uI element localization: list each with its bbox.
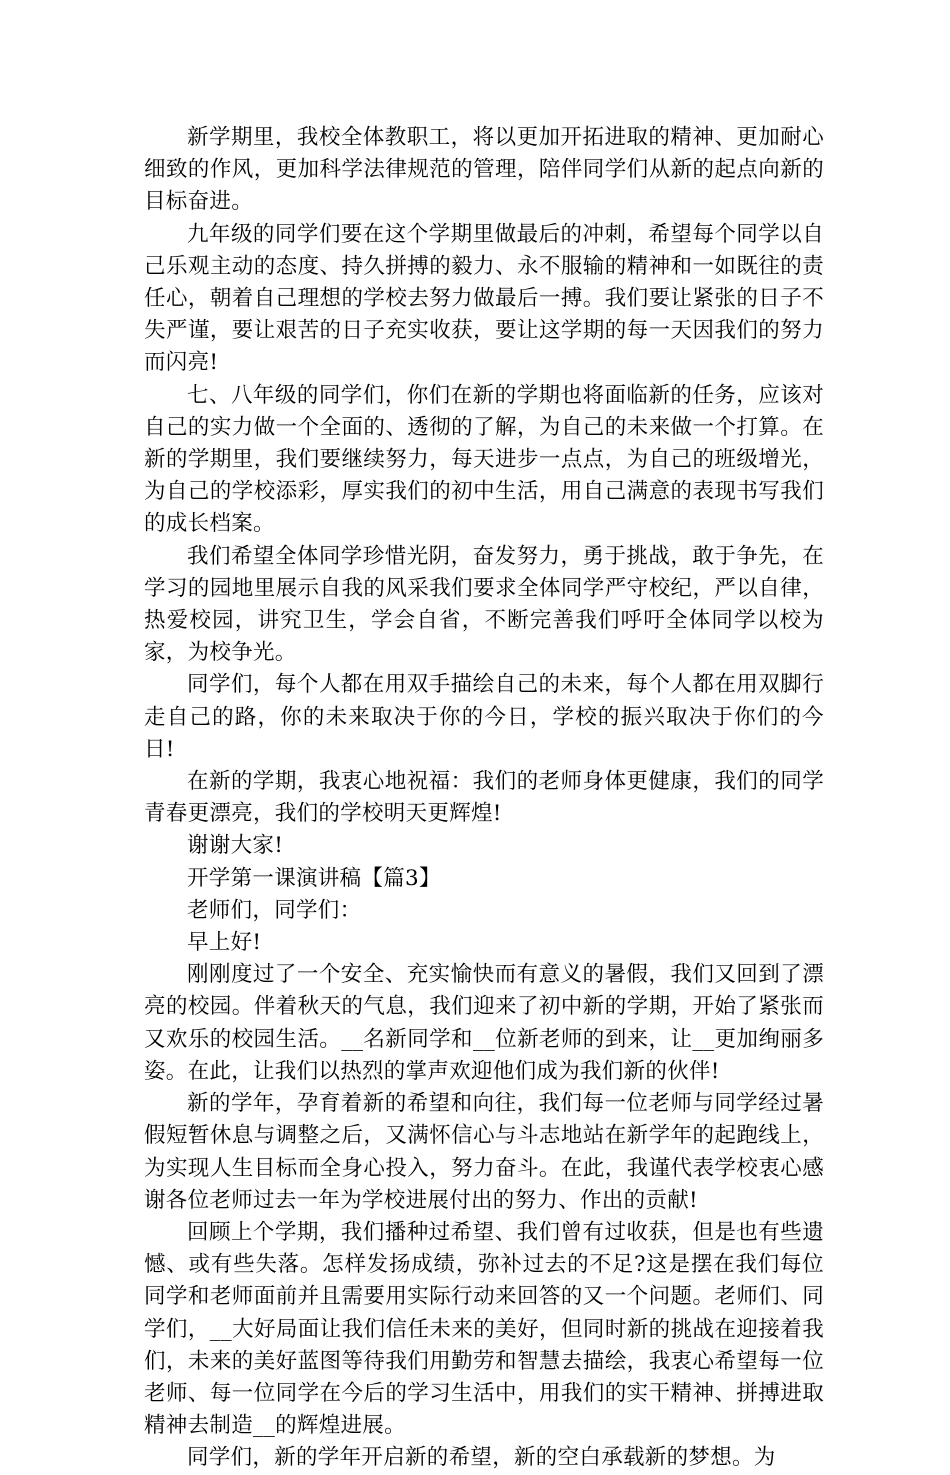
paragraph-thanks: 谢谢大家!	[187, 833, 284, 859]
paragraph-grade-nine: 九年级的同学们要在这个学期里做最后的冲刺，希望每个同学以自己乐观主动的态度、持久拼搏的毅力、永不服输的精神和一如既往的责任心，朝着自己理想的学校去努力做最后一搏。我们要让紧张的日子不失严谨，要让艰苦的日子充实收获，要让这学期的每一天因我们的努力而闪亮!	[144, 221, 824, 376]
document-body	[144, 122, 824, 1475]
paragraph-review: 回顾上个学期，我们播种过希望、我们曾有过收获，但是也有些遗憾、或有些失落。怎样发扬成绩，弥补过去的不足?这是摆在我们每位同学和老师面前并且需要用实际行动来回答的又一个问题。老师们、同学们，__大好局面让我们信任未来的美好，但同时新的挑战在迎接着我们，未来的美好蓝图等待我们用勤劳和智慧去描绘，我衷心希望每一位老师、每一位同学在今后的学习生活中，用我们的实干精神、拼搏进取精神去制造__的辉煌进展。	[144, 1219, 824, 1439]
paragraph-summer-return: 刚刚度过了一个安全、充实愉快而有意义的暑假，我们又回到了漂亮的校园。伴着秋天的气息，我们迎来了初中新的学期，开始了紧张而又欢乐的校园生活。__名新同学和__位新老师的到来，让__更加绚丽多姿。在此，让我们以热烈的掌声欢迎他们成为我们新的伙伴!	[144, 962, 824, 1084]
paragraph-new-year: 新的学年，孕育着新的希望和向往，我们每一位老师与同学经过暑假短暂休息与调整之后，又满怀信心与斗志地站在新学年的起跑线上，为实现人生目标而全身心投入，努力奋斗。在此，我谨代表学校衷心感谢各位老师过去一年为学校进展付出的努力、作出的贡献!	[144, 1091, 824, 1213]
greeting: 早上好!	[187, 930, 262, 956]
paragraph-teachers-commitment: 新学期里，我校全体教职工，将以更加开拓进取的精神、更加耐心细致的作风，更加科学法律规范的管理，陪伴同学们从新的起点向新的目标奋进。	[144, 125, 824, 215]
paragraph-future: 同学们，每个人都在用双手描绘自己的未来，每个人都在用双脚行走自己的路，你的未来取决于你的今日，学校的振兴取决于你们的今日!	[144, 672, 824, 762]
paragraph-blessing: 在新的学期，我衷心地祝福：我们的老师身体更健康，我们的同学青春更漂亮，我们的学校明天更辉煌!	[144, 769, 824, 827]
section-heading: 开学第一课演讲稿【篇3】	[187, 865, 441, 891]
paragraph-all-students: 我们希望全体同学珍惜光阴，奋发努力，勇于挑战，敢于争先，在学习的园地里展示自我的风采我们要求全体同学严守校纪，严以自律，热爱校园，讲究卫生，学会自省，不断完善我们呼吁全体同学以校为家，为校争光。	[144, 543, 824, 666]
paragraph-grade-seven-eight: 七、八年级的同学们，你们在新的学期也将面临新的任务，应该对自己的实力做一个全面的、透彻的了解，为自己的未来做一个打算。在新的学期里，我们要继续努力，每天进步一点点，为自己的班级增光，为自己的学校添彩，厚实我们的初中生活，用自己满意的表现书写我们的成长档案。	[144, 382, 824, 537]
paragraph-new-hopes: 同学们，新的学年开启新的希望，新的空白承载新的梦想。为	[187, 1445, 776, 1471]
salutation: 老师们，同学们：	[187, 897, 362, 923]
